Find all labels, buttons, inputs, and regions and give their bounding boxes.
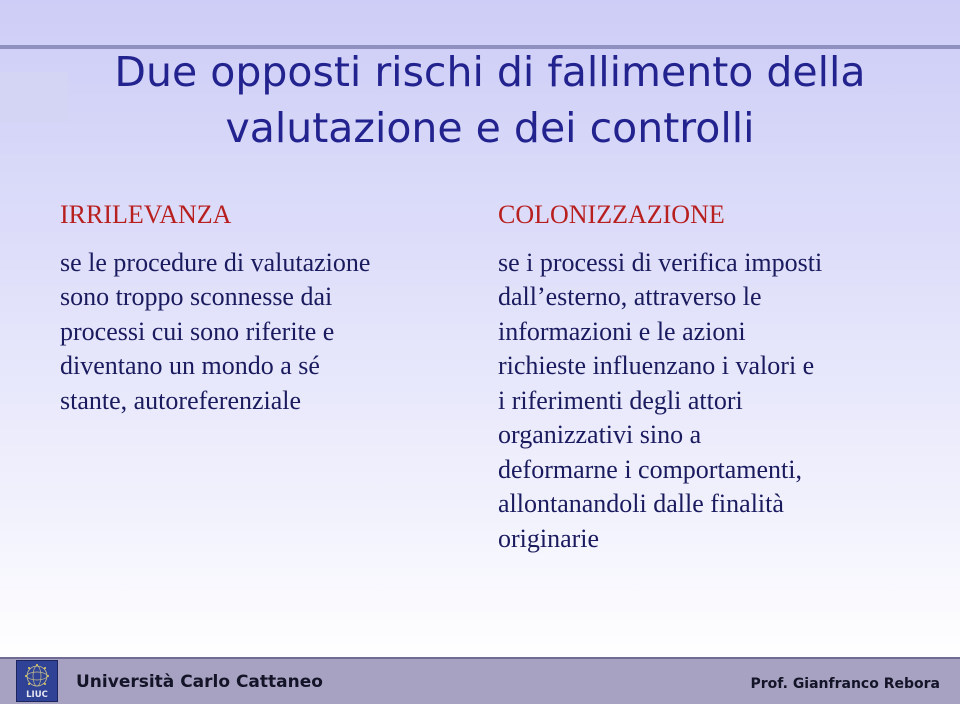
footer-bottom-strip [0, 704, 960, 720]
slide-title: Due opposti rischi di fallimento della valutazione e dei controlli [114, 48, 866, 152]
author-name: Prof. Gianfranco Rebora [750, 676, 940, 692]
decorative-left-block [0, 72, 68, 122]
university-name: Università Carlo Cattaneo [76, 672, 323, 692]
logo-text: LIUC [26, 690, 48, 700]
right-column [498, 198, 908, 556]
right-column-heading: COLONIZZAZIONE [498, 200, 725, 229]
right-column-text: se i processi di verifica imposti dall’esterno, attraverso le informazioni e le azioni richieste influenzano i valori e i riferimenti degli attori organizzativi sino a deformarne i comportamenti, allontanandoli dalle finalità originarie [498, 247, 823, 553]
left-column [60, 198, 455, 418]
left-column-text: se le procedure di valutazione sono troppo sconnesse dai processi cui sono riferite e diventano un mondo a sé stante, autoreferenziale [60, 247, 371, 415]
liuc-logo-icon [17, 661, 57, 701]
liuc-logo [16, 660, 58, 702]
left-column-heading: IRRILEVANZA [60, 200, 232, 229]
